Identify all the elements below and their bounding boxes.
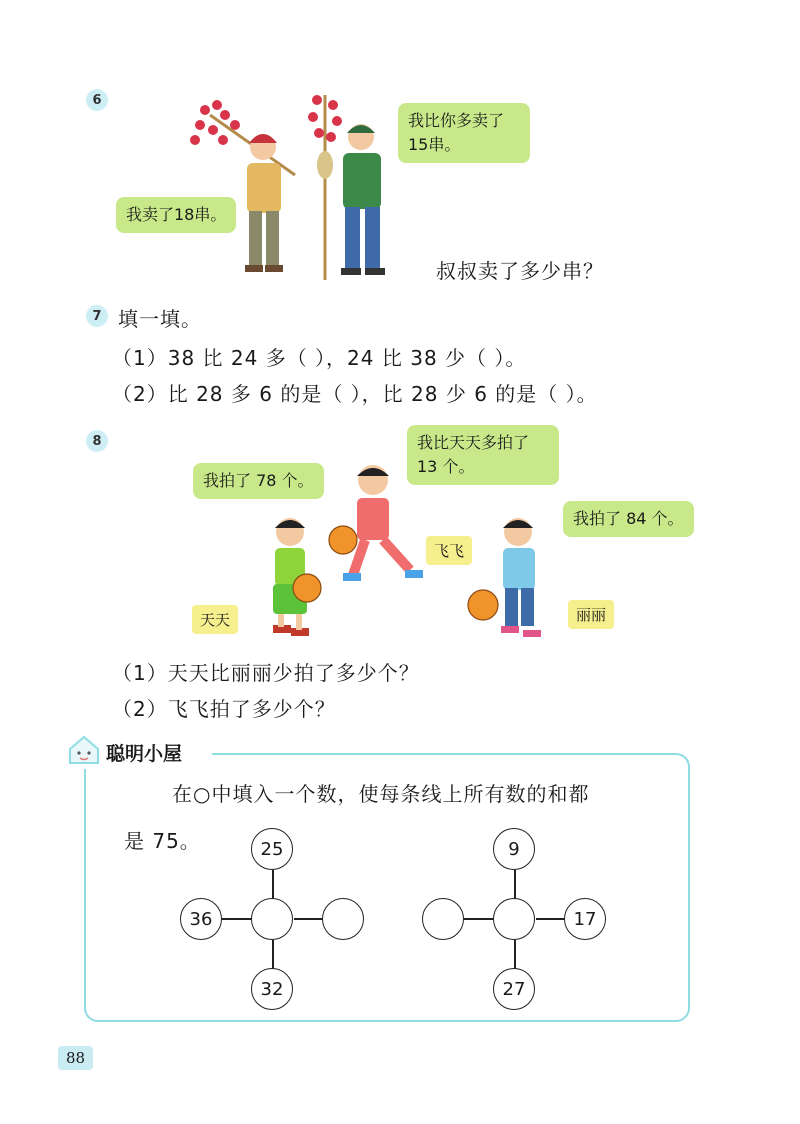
circle-left-left: 36 <box>180 898 222 940</box>
circle-right-left-blank[interactable] <box>422 898 464 940</box>
basketball-icon <box>329 526 357 554</box>
smart-house-instruction-1: 在○中填入一个数，使每条线上所有数的和都 <box>172 782 590 806</box>
problem-8-number: 8 <box>86 430 108 452</box>
circle-left-bottom: 32 <box>251 968 293 1010</box>
uncle-selling-icon <box>341 124 385 275</box>
boy-selling-icon <box>245 134 283 272</box>
circle-left-right-blank[interactable] <box>322 898 364 940</box>
problem-7-title: 填一填。 <box>118 307 202 331</box>
smart-house-instruction-2: 是 75。 <box>124 829 201 853</box>
lili-figure-icon <box>501 518 541 637</box>
speech-bubble-tiantian: 我拍了 78 个。 <box>193 463 324 499</box>
speech-bubble-uncle: 我比你多卖了 15串。 <box>398 103 530 163</box>
circle-right-right: 17 <box>564 898 606 940</box>
problem-7-line-2: （2）比 28 多 6 的是（ ），比 28 少 6 的是（ ）。 <box>112 382 598 406</box>
circle-left-center-blank[interactable] <box>251 898 293 940</box>
page-number: 88 <box>58 1046 93 1070</box>
basketball-icon <box>293 574 321 602</box>
house-icon <box>66 733 102 767</box>
speech-bubble-lili: 我拍了 84 个。 <box>563 501 694 537</box>
feifei-figure-icon <box>343 465 423 581</box>
speech-bubble-feifei: 我比天天多拍了 13 个。 <box>407 425 559 485</box>
smart-house-header <box>62 733 212 769</box>
speech-bubble-boy: 我卖了18串。 <box>116 197 236 233</box>
problem-7-number: 7 <box>86 305 108 327</box>
name-tag-lili: 丽丽 <box>568 600 614 629</box>
candied-haws-left-icon <box>190 100 295 175</box>
problem-6-illustration <box>185 85 405 285</box>
name-tag-feifei: 飞飞 <box>426 536 472 565</box>
circle-right-center-blank[interactable] <box>493 898 535 940</box>
problem-7-line-1: （1）38 比 24 多（ ），24 比 38 少（ ）。 <box>112 346 527 370</box>
candied-haws-right-icon <box>308 95 342 280</box>
problem-8-question-1: （1）天天比丽丽少拍了多少个？ <box>112 661 420 685</box>
circle-right-top: 9 <box>493 828 535 870</box>
basketball-icon <box>468 590 498 620</box>
circle-left-top: 25 <box>251 828 293 870</box>
name-tag-tiantian: 天天 <box>192 605 238 634</box>
problem-6-question: 叔叔卖了多少串？ <box>436 259 604 283</box>
problem-8-illustration <box>235 460 565 645</box>
circle-right-bottom: 27 <box>493 968 535 1010</box>
problem-8-question-2: （2）飞飞拍了多少个？ <box>112 697 336 721</box>
smart-house-title: 聪明小屋 <box>106 743 183 765</box>
problem-6-number: 6 <box>86 89 108 111</box>
